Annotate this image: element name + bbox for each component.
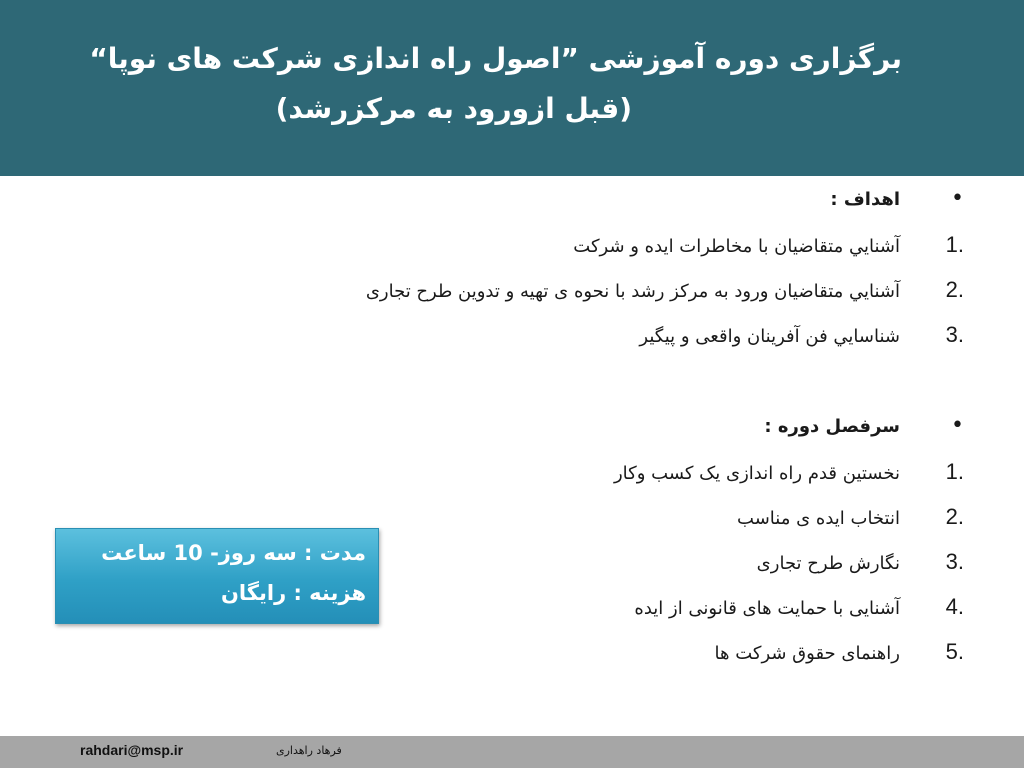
list-item-text: انتخاب ایده ی مناسب <box>737 508 900 529</box>
course-cost: هزینه : رایگان <box>220 581 366 605</box>
bullet-marker: • <box>951 186 964 211</box>
slide-body <box>0 176 1024 736</box>
list-number: 1. <box>945 459 964 484</box>
list-item-text: راهنمای حقوق شرکت ها <box>714 643 900 664</box>
list-number: 2. <box>945 504 964 529</box>
course-duration: مدت : سه روز- 10 ساعت <box>101 541 366 565</box>
list-item-text: نگارش طرح تجاری <box>756 553 900 574</box>
goals-heading-row <box>830 186 964 212</box>
author-name: فرهاد راهداری <box>276 744 342 757</box>
list-item-text: نخستین قدم راه اندازی یک کسب وکار <box>613 463 900 484</box>
course-info-box <box>55 528 379 624</box>
slide-title-line2: (قبل ازورود به مرکزرشد) <box>275 92 632 125</box>
footer-bar <box>0 736 1024 768</box>
list-number: 3. <box>945 322 964 347</box>
list-item <box>715 639 965 665</box>
list-number: 5. <box>945 639 964 664</box>
syllabus-heading: سرفصل دوره : <box>764 416 900 437</box>
list-item-text: آشنایی با حمایت های قانونی از ایده <box>634 598 900 619</box>
bullet-marker: • <box>951 413 964 438</box>
list-item-text: آشنايي متقاضيان ورود به مرکز رشد با نحوه ی تهیه و تدوین طرح تجاری <box>365 281 900 302</box>
contact-email: rahdari@msp.ir <box>80 742 184 758</box>
list-item <box>639 322 964 348</box>
list-number: 1. <box>945 232 964 257</box>
list-item <box>366 277 964 303</box>
list-item <box>614 459 964 485</box>
list-item <box>634 594 964 620</box>
list-number: 4. <box>945 594 964 619</box>
list-number: 2. <box>945 277 964 302</box>
list-item-text: آشنايي متقاضيان با مخاطرات ايده و شرکت <box>573 236 900 257</box>
list-item-text: شناسايي فن آفرينان واقعی و پیگیر <box>639 326 900 347</box>
goals-heading: اهداف : <box>830 189 900 210</box>
list-number: 3. <box>945 549 964 574</box>
list-item <box>573 232 964 258</box>
slide-title-line1: برگزاری دوره آموزشی ”اصول راه اندازی شرکت های نوپا“ <box>89 42 902 75</box>
list-item <box>737 504 964 530</box>
list-item <box>757 549 964 575</box>
syllabus-heading-row <box>764 413 964 439</box>
title-banner <box>0 0 1024 176</box>
